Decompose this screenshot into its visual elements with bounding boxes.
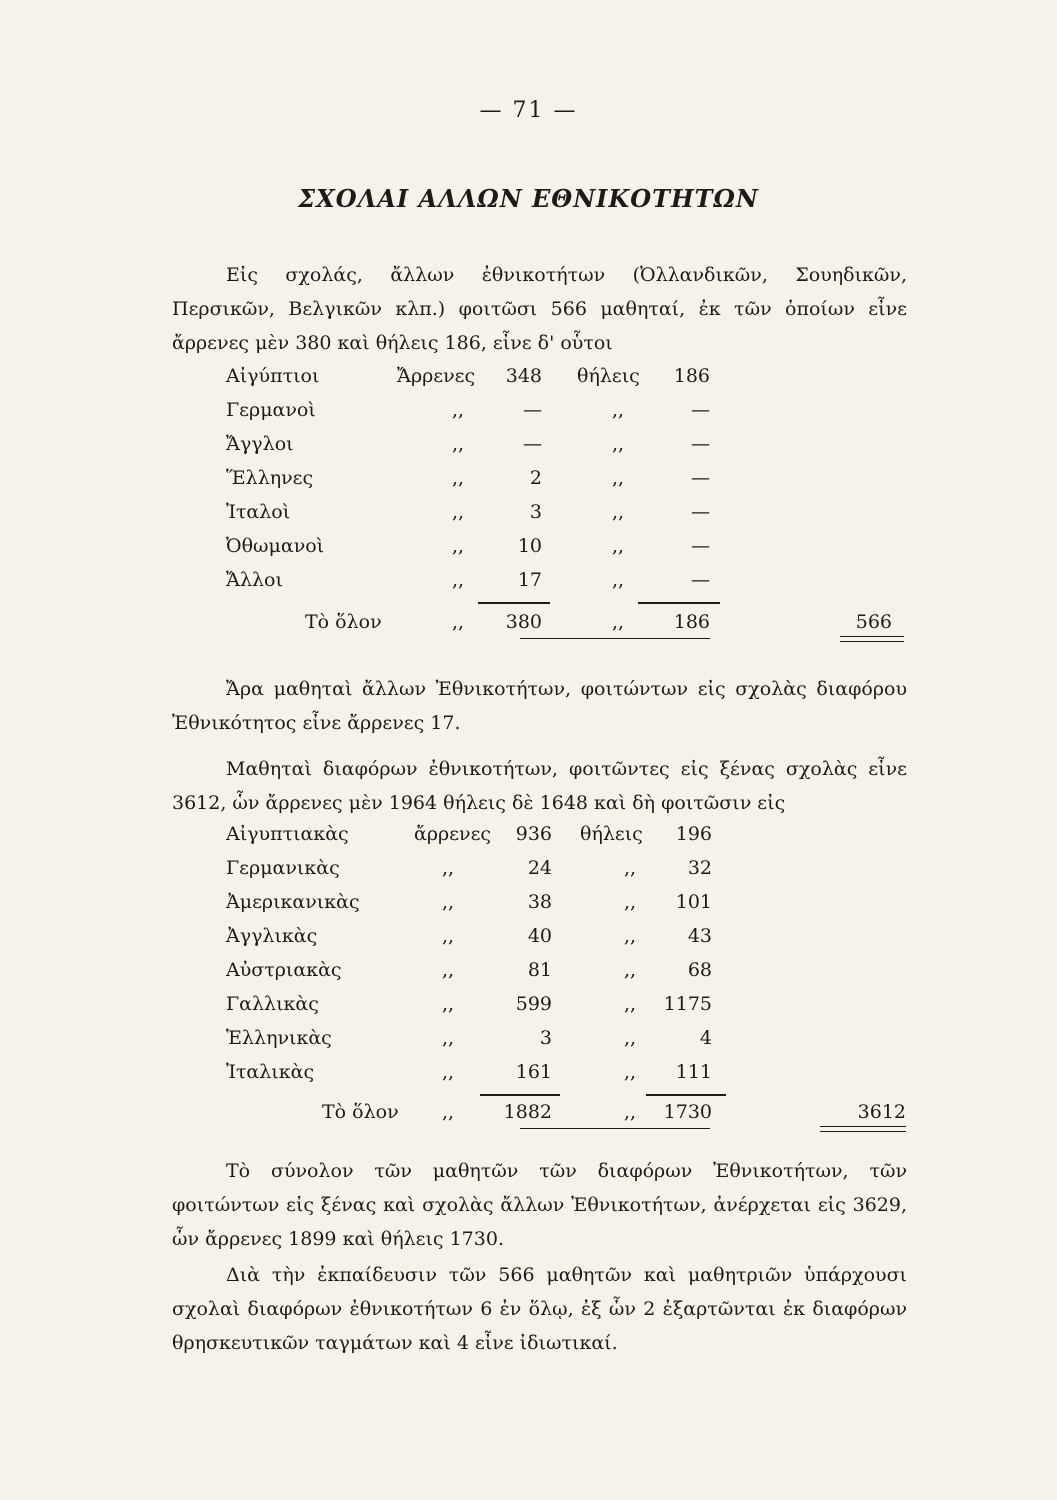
male-value: 10: [517, 535, 542, 557]
underline: [520, 1128, 710, 1129]
table-row: [0, 886, 1057, 918]
female-value: 4: [699, 1027, 712, 1049]
ditto-mark: ,,: [442, 959, 455, 981]
male-value: 81: [527, 959, 552, 981]
sum-rule: [638, 602, 720, 604]
male-value: 161: [515, 1061, 552, 1083]
row-label: Ὀθωμανοὶ: [226, 535, 325, 557]
table2-header-label: Αἰγυπτιακὰς: [226, 823, 349, 845]
ditto-mark: ,,: [612, 569, 625, 591]
female-value: —: [691, 501, 710, 523]
double-underline: [820, 1126, 906, 1127]
ditto-mark: ,,: [452, 535, 465, 557]
section-title: ΣΧΟΛΑΙ ΑΛΛΩΝ ΕΘΝΙΚΟΤΗΤΩΝ: [298, 184, 759, 213]
double-underline: [840, 636, 904, 637]
paragraph-2: Ἄρα μαθηταὶ ἄλλων Ἐθνικοτήτων, φοιτώντων εἰς σχολὰς διαφόρου Ἐθνικότητος εἶνε ἄρρενες 17.: [172, 678, 907, 734]
male-value: 38: [527, 891, 552, 913]
male-value: 40: [527, 925, 552, 947]
table-row: [0, 428, 1057, 460]
female-value: —: [691, 467, 710, 489]
row-label: Ἕλληνες: [226, 467, 314, 489]
total-male: 1882: [503, 1101, 552, 1123]
table-row: [0, 394, 1057, 426]
row-label: Ἰταλικὰς: [226, 1061, 315, 1083]
total-female: 186: [673, 611, 710, 633]
table1-total-row: [0, 606, 1057, 638]
ditto-mark: ,,: [612, 535, 625, 557]
female-value: —: [691, 399, 710, 421]
table1-male-label: Ἄρρενες: [397, 365, 476, 387]
ditto-mark: ,,: [452, 467, 465, 489]
ditto-mark: ,,: [452, 501, 465, 523]
table1-female-label: θήλεις: [577, 365, 640, 387]
table-row: [0, 1022, 1057, 1054]
male-value: —: [523, 433, 542, 455]
grand-total: 566: [855, 611, 892, 633]
ditto-mark: ,,: [624, 959, 637, 981]
ditto-mark: ,,: [442, 993, 455, 1015]
row-label: Ἀγγλικὰς: [226, 925, 318, 947]
paragraph-4: Τὸ σύνολον τῶν μαθητῶν τῶν διαφόρων Ἐθνικοτήτων, τῶν φοιτώντων εἰς ξένας καὶ σχολὰς ἄλλων Ἐθνικοτήτων, ἀνέρχεται εἰς 3629, ὧν ἄρρενες 1899 καὶ θήλεις 1730.: [172, 1160, 907, 1250]
sum-rule: [478, 602, 550, 604]
ditto-mark: ,,: [442, 1061, 455, 1083]
ditto-mark: ,,: [442, 1027, 455, 1049]
female-value: 111: [675, 1061, 712, 1083]
table-row: [0, 852, 1057, 884]
male-value: 599: [515, 993, 552, 1015]
row-label: Ἰταλοὶ: [226, 501, 291, 523]
male-value: 3: [539, 1027, 552, 1049]
female-value: —: [691, 433, 710, 455]
total-male: 380: [505, 611, 542, 633]
ditto-mark: ,,: [612, 433, 625, 455]
ditto-mark: ,,: [624, 925, 637, 947]
ditto-mark: ,,: [612, 467, 625, 489]
ditto-mark: ,,: [442, 925, 455, 947]
male-value: 3: [529, 501, 542, 523]
ditto-mark: ,,: [612, 611, 625, 633]
row-label: Ἀμερικανικὰς: [226, 891, 360, 913]
ditto-mark: ,,: [452, 399, 465, 421]
male-value: —: [523, 399, 542, 421]
row-label: Ἑλληνικὰς: [226, 1027, 332, 1049]
table-row: [0, 988, 1057, 1020]
paragraph-3: Μαθηταὶ διαφόρων ἐθνικοτήτων, φοιτῶντες εἰς ξένας σχολὰς εἶνε 3612, ὧν ἄρρενες μὲν 1964 θήλεις δὲ 1648 καὶ δὴ φοιτῶσιν εἰς: [172, 758, 907, 814]
row-label: Γερμανικὰς: [226, 857, 340, 879]
ditto-mark: ,,: [624, 1027, 637, 1049]
table-row: [0, 954, 1057, 986]
table2-header-row: [0, 818, 1057, 850]
row-label: Γερμανοὶ: [226, 399, 316, 421]
female-value: 32: [687, 857, 712, 879]
ditto-mark: ,,: [624, 1101, 637, 1123]
table-row: [0, 496, 1057, 528]
table-row: [0, 920, 1057, 952]
table-row: [0, 564, 1057, 596]
table2-male-label: ἄρρενες: [414, 823, 492, 845]
male-value: 17: [517, 569, 542, 591]
row-label: Αὐστριακὰς: [226, 959, 342, 981]
total-female: 1730: [663, 1101, 712, 1123]
ditto-mark: ,,: [624, 1061, 637, 1083]
underline: [520, 638, 710, 639]
ditto-mark: ,,: [452, 569, 465, 591]
female-value: 1175: [663, 993, 712, 1015]
table1-header-female: 186: [673, 365, 710, 387]
female-value: 101: [675, 891, 712, 913]
intro-paragraph: Εἰς σχολάς, ἄλλων ἐθνικοτήτων (Ὀλλανδικῶν, Σουηδικῶν, Περσικῶν, Βελγικῶν κλπ.) φοιτῶσι 566 μαθηταί, ἐκ τῶν ὁποίων εἶνε ἄρρενες μὲν 380 καὶ θήλεις 186, εἶνε δ' οὗτοι: [172, 264, 907, 354]
table1-header-male: 348: [505, 365, 542, 387]
ditto-mark: ,,: [624, 857, 637, 879]
table1-header-label: Αἰγύπτιοι: [226, 365, 320, 387]
female-value: 68: [687, 959, 712, 981]
grand-total: 3612: [857, 1101, 906, 1123]
table-row: [0, 1056, 1057, 1088]
double-underline: [820, 1131, 906, 1132]
ditto-mark: ,,: [452, 611, 465, 633]
ditto-mark: ,,: [624, 891, 637, 913]
female-value: —: [691, 535, 710, 557]
row-label: Γαλλικὰς: [226, 993, 319, 1015]
ditto-mark: ,,: [624, 993, 637, 1015]
total-label: Τὸ ὅλον: [322, 1101, 399, 1123]
ditto-mark: ,,: [612, 399, 625, 421]
row-label: Ἄλλοι: [226, 569, 283, 591]
table2-total-row: [0, 1096, 1057, 1128]
row-label: Ἄγγλοι: [226, 433, 294, 455]
table-row: [0, 530, 1057, 562]
ditto-mark: ,,: [442, 857, 455, 879]
male-value: 24: [527, 857, 552, 879]
ditto-mark: ,,: [612, 501, 625, 523]
page-number: — 71 —: [479, 98, 578, 123]
table1-header-row: [0, 360, 1057, 392]
female-value: —: [691, 569, 710, 591]
table2-header-male: 936: [515, 823, 552, 845]
paragraph-5: Διὰ τὴν ἐκπαίδευσιν τῶν 566 μαθητῶν καὶ μαθητριῶν ὑπάρχουσι σχολαὶ διαφόρων ἐθνικοτήτων 6 ἐν ὅλῳ, ἐξ ὧν 2 ἐξαρτῶνται ἐκ διαφόρων θρησκευτικῶν ταγμάτων καὶ 4 εἶνε ἰδιωτικαί.: [172, 1264, 907, 1354]
table-row: [0, 462, 1057, 494]
double-underline: [840, 641, 904, 642]
table2-female-label: θήλεις: [580, 823, 643, 845]
ditto-mark: ,,: [442, 891, 455, 913]
total-label: Τὸ ὅλον: [305, 611, 382, 633]
ditto-mark: ,,: [442, 1101, 455, 1123]
female-value: 43: [687, 925, 712, 947]
table2-header-female: 196: [675, 823, 712, 845]
ditto-mark: ,,: [452, 433, 465, 455]
male-value: 2: [529, 467, 542, 489]
